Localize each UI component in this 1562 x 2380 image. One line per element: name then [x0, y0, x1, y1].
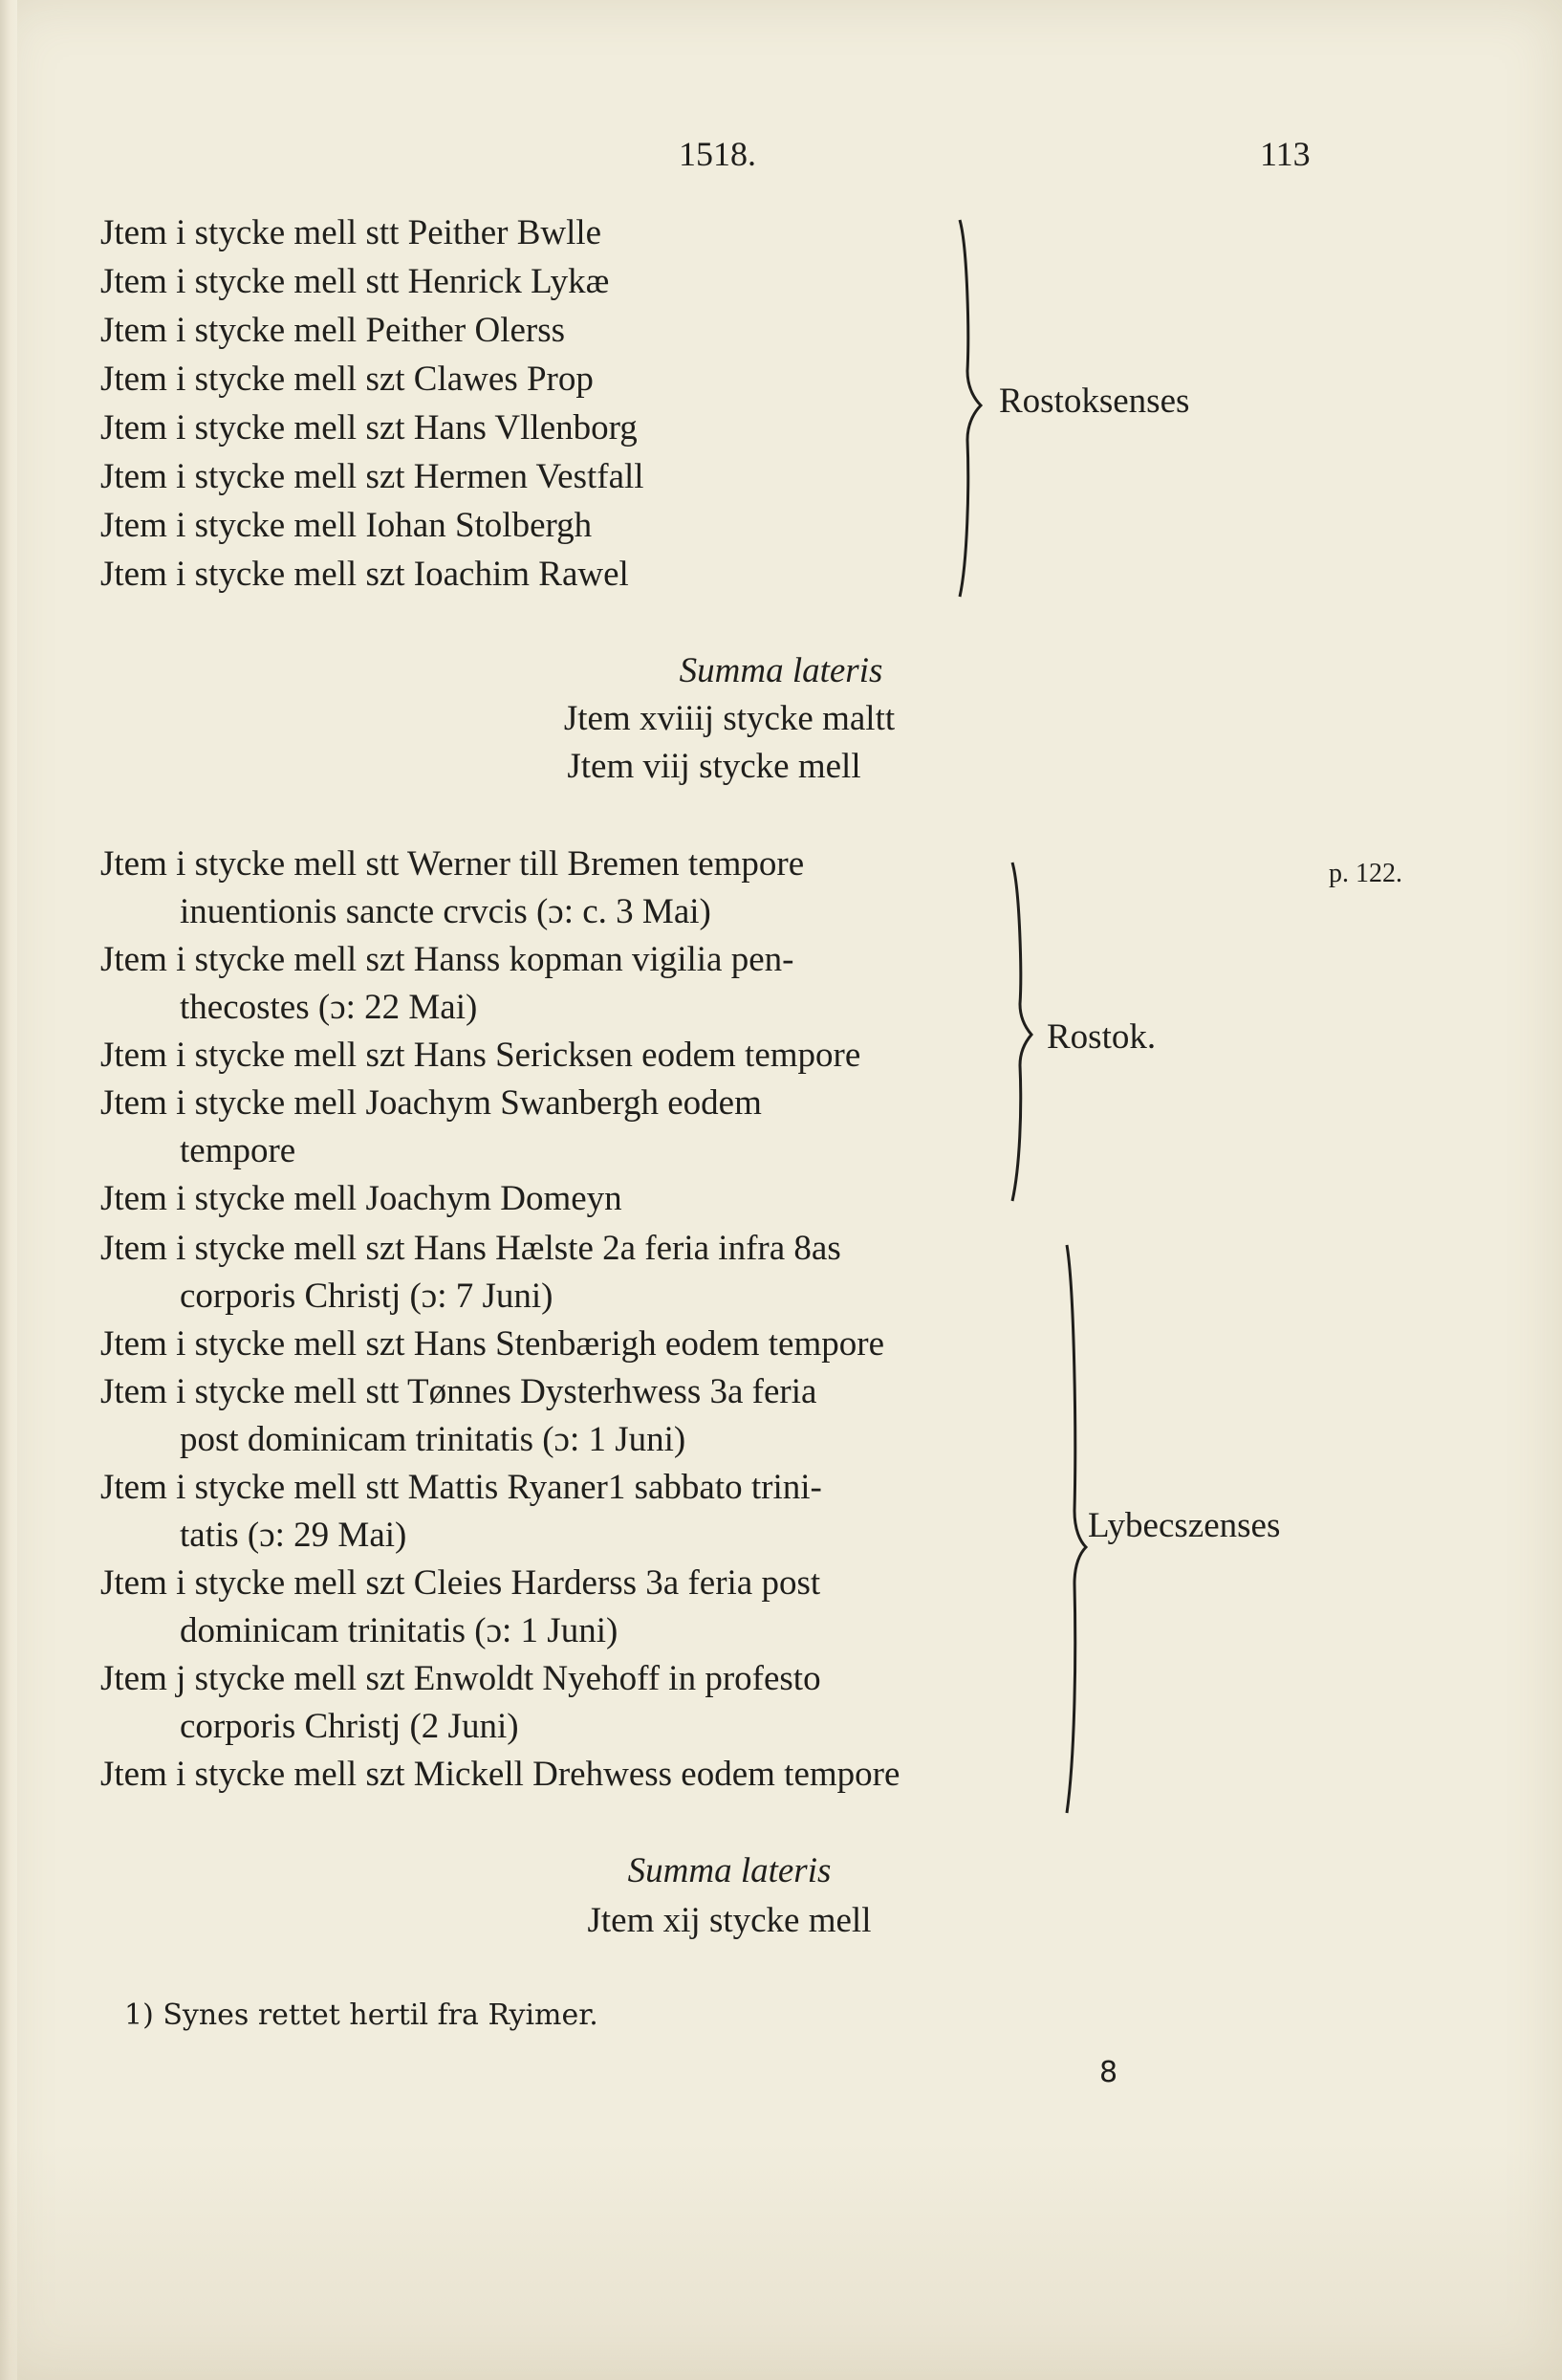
entry-line: Jtem i stycke mell stt Mattis Ryaner1 sabbato trini- [100, 1468, 822, 1507]
entry-line: Jtem i stycke mell szt Hans Sericksen eodem tempore [100, 1036, 861, 1075]
summa-line: Jtem viij stycke mell [567, 747, 861, 786]
summa-line: Jtem xij stycke mell [587, 1901, 872, 1940]
entry-line-continued: tempore [180, 1131, 296, 1170]
entry-line: Jtem i stycke mell Iohan Stolbergh [100, 506, 593, 545]
entry-line: Jtem i stycke mell Joachym Swanbergh eodem [100, 1083, 762, 1123]
entry-line-continued: corporis Christj (2 Juni) [180, 1707, 519, 1746]
group-brace [1009, 861, 1037, 1205]
entry-line: Jtem i stycke mell szt Hans Vllenborg [100, 408, 638, 448]
entry-line-continued: tatis (ɔ: 29 Mai) [180, 1516, 407, 1555]
entry-line: Jtem i stycke mell szt Hans Hælste 2a feria infra 8as [100, 1229, 841, 1268]
entry-line: Jtem i stycke mell szt Hermen Vestfall [100, 457, 644, 496]
entry-line: Jtem i stycke mell Joachym Domeyn [100, 1179, 622, 1218]
entry-line: Jtem i stycke mell szt Mickell Drehwess eodem tempore [100, 1755, 900, 1794]
group-brace [956, 218, 985, 600]
summa-title: Summa lateris [627, 1851, 832, 1890]
entry-line: Jtem i stycke mell Peither Olerss [100, 311, 566, 350]
group-label-lybecszenses: Lybecszenses [1088, 1506, 1281, 1545]
page-edge-shadow [0, 0, 17, 2380]
entry-line: Jtem i stycke mell szt Hans Stenbærigh eodem tempore [100, 1324, 884, 1364]
summa-title: Summa lateris [679, 651, 883, 690]
running-header [0, 134, 1562, 182]
summa-line: Jtem xviiij stycke maltt [563, 699, 896, 738]
entry-line: Jtem i stycke mell stt Henrick Lykæ [100, 262, 610, 301]
entry-line: Jtem j stycke mell szt Enwoldt Nyehoff in profesto [100, 1659, 821, 1698]
header-page-number: 113 [1260, 135, 1311, 173]
entry-line-continued: dominicam trinitatis (ɔ: 1 Juni) [180, 1611, 618, 1650]
entry-line-continued: post dominicam trinitatis (ɔ: 1 Juni) [180, 1420, 686, 1459]
group-label-rostok: Rostok. [1047, 1017, 1157, 1057]
entry-line-continued: corporis Christj (ɔ: 7 Juni) [180, 1277, 553, 1316]
entry-line: Jtem i stycke mell szt Clawes Prop [100, 360, 594, 399]
entry-line: Jtem i stycke mell szt Hanss kopman vigilia pen- [100, 940, 794, 979]
signature-mark: 8 [1099, 2056, 1118, 2089]
entry-line: Jtem i stycke mell szt Cleies Harderss 3a feria post [100, 1563, 821, 1603]
footnote: 1) Synes rettet hertil fra Ryimer. [124, 1998, 598, 2032]
page-bottom-shadow [0, 2141, 1562, 2380]
header-year: 1518. [679, 135, 756, 173]
entry-line: Jtem i stycke mell stt Tønnes Dysterhwess 3a feria [100, 1372, 817, 1411]
entry-line-continued: inuentionis sancte crvcis (ɔ: c. 3 Mai) [180, 892, 711, 931]
margin-page-reference: p. 122. [1329, 859, 1402, 888]
entry-line: Jtem i stycke mell stt Werner till Bremen tempore [100, 844, 805, 884]
entry-line: Jtem i stycke mell szt Ioachim Rawel [100, 555, 629, 594]
entry-line-continued: thecostes (ɔ: 22 Mai) [180, 988, 478, 1027]
entry-line: Jtem i stycke mell stt Peither Bwlle [100, 213, 602, 252]
group-label-rostoksenses: Rostoksenses [999, 382, 1190, 421]
